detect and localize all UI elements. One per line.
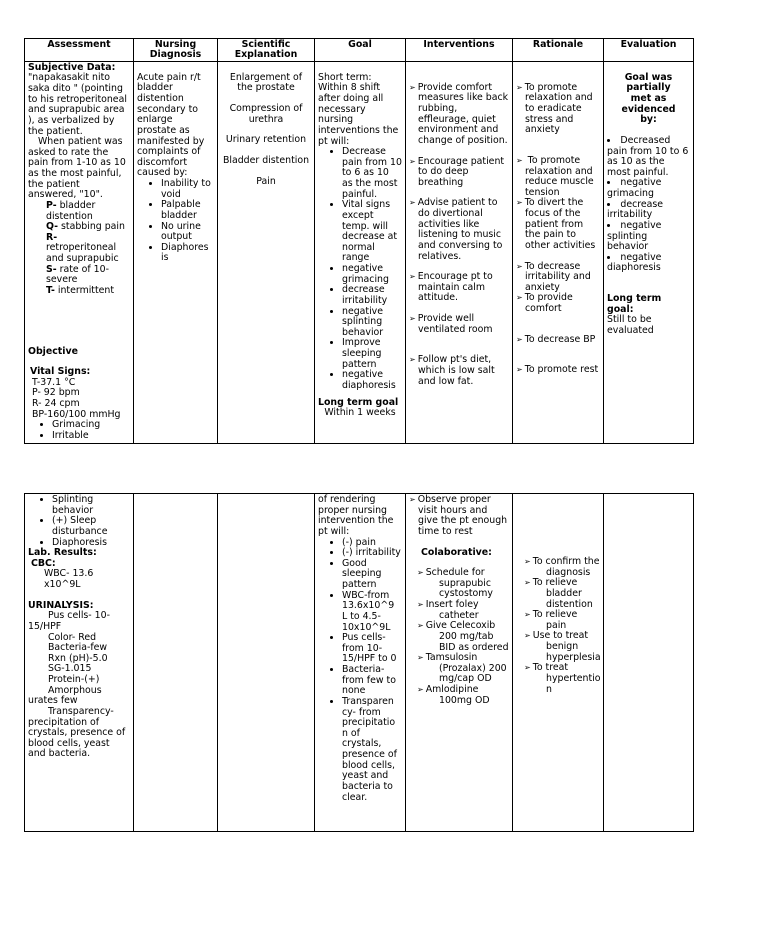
list-item: • Decreased pain from 10 to 6 as 10 as the most painful. bbox=[607, 136, 690, 179]
interventions-cell bbox=[406, 61, 513, 443]
goal-cell bbox=[315, 494, 406, 832]
pqrst-key: S- bbox=[46, 263, 57, 275]
list-item: • negative grimacing bbox=[342, 264, 402, 285]
intervention-item: ➢ Advise patient to do divertional activities like listening to music and conversing to relatives. bbox=[409, 198, 509, 262]
rationale-cell bbox=[513, 494, 604, 832]
list-item: • Decrease pain from 10 to 6 as 10 as the most painful. bbox=[342, 147, 402, 200]
intervention-item: ➢ Provide comfort measures like back rubbing, effleurage, quiet environment and change of position. bbox=[409, 83, 509, 147]
header-assessment: Assessment bbox=[25, 39, 134, 62]
care-plan-table-top bbox=[24, 38, 694, 444]
scientific-step: Enlargement of the prostate bbox=[229, 71, 303, 94]
collaborative-item: ➢ Insert foley catheter bbox=[409, 600, 509, 621]
list-item: • Irritable bbox=[52, 431, 130, 442]
rationale-item: ➢ To decrease BP bbox=[516, 335, 600, 346]
header-evaluation: Evaluation bbox=[604, 39, 694, 62]
lab-title: Lab. Results: bbox=[28, 547, 97, 559]
list-item: • Diaphoresis bbox=[52, 538, 130, 549]
collaborative-item: ➢ Give Celecoxib 200 mg/tab BID as ordered bbox=[409, 621, 509, 653]
goal-short-text: Within 8 shift after doing all necessary nursing interventions the pt will: bbox=[318, 82, 399, 147]
rationale-item: ➢ To decrease irritability and anxiety bbox=[516, 262, 600, 294]
diagnosis-cell bbox=[134, 494, 218, 832]
header-interventions: Interventions bbox=[406, 39, 513, 62]
urinalysis-line: Transparency- precipitation of crystals, presence of blood cells, yeast and bacteria. bbox=[28, 705, 126, 760]
rationale-item: ➢ To treat hypertentio n bbox=[516, 663, 600, 695]
pqrst-value: retroperitoneal and suprapubic bbox=[46, 242, 119, 264]
vital-sign: R- 24 cpm bbox=[32, 398, 80, 409]
vital-sign: BP-160/100 mmHg bbox=[32, 408, 121, 420]
scientific-step: Bladder distention bbox=[222, 154, 310, 166]
care-plan-table-bottom bbox=[24, 493, 694, 832]
subjective-quote: "napakasakit nito saka dito " (pointing to his retroperitoneal and suprapubic area ), as verbalized by the patient. bbox=[28, 72, 127, 137]
list-item: • negative diaphoresis bbox=[607, 253, 690, 274]
evaluation-cell bbox=[604, 61, 694, 443]
scientific-step: Urinary retention bbox=[225, 134, 307, 146]
collaborative-item: ➢ Amlodipine 100mg OD bbox=[409, 685, 509, 706]
list-item: • No urine output bbox=[161, 222, 214, 243]
objective-list bbox=[28, 420, 130, 441]
wbc-value: WBC- 13.6 x10^9L bbox=[44, 568, 94, 590]
rationale-cell bbox=[513, 61, 604, 443]
evaluation-cell bbox=[604, 494, 694, 832]
list-item: • Good sleeping pattern bbox=[342, 559, 402, 591]
vital-sign: P- 92 bpm bbox=[32, 387, 80, 399]
assessment-list bbox=[28, 495, 130, 548]
body-row bbox=[25, 61, 694, 443]
rationale-item: ➢ To relieve pain bbox=[516, 610, 600, 631]
list-item: • Transparen cy- from precipitatio n of crystals, presence of blood cells, yeast and bacteria to clear. bbox=[342, 697, 402, 803]
list-item: • Vital signs except temp. will decrease at normal range bbox=[342, 200, 402, 264]
collaborative-item: ➢ Schedule for suprapubic cystostomy bbox=[409, 568, 509, 600]
cbc-title: CBC: bbox=[31, 557, 56, 569]
urinalysis-line: Protein-(+) bbox=[48, 674, 100, 685]
list-item: • Grimacing bbox=[52, 420, 130, 431]
subjective-rating: When patient was asked to rate the pain from 1-10 as 10 as the most painful, the patient answered, "10". bbox=[28, 136, 126, 201]
interventions-cell bbox=[406, 494, 513, 832]
intervention-item: ➢ Provide well ventilated room bbox=[409, 314, 509, 335]
goal-text: of rendering proper nursing intervention the pt will: bbox=[318, 494, 394, 537]
urinalysis-line: Amorphous urates few bbox=[28, 684, 102, 707]
list-item: • (+) Sleep disturbance bbox=[52, 516, 130, 537]
objective-title: Objective bbox=[28, 345, 78, 357]
assessment-cell bbox=[25, 494, 134, 832]
rationale-item: ➢ To provide comfort bbox=[516, 293, 600, 314]
goal-short-title: Short term: bbox=[318, 71, 372, 83]
pqrst-value: rate of 10- severe bbox=[46, 263, 109, 286]
goal-list bbox=[318, 538, 402, 804]
vitals-title: Vital Signs: bbox=[30, 366, 91, 378]
urinalysis-line: Bacteria-few bbox=[48, 642, 108, 654]
rationale-item: ➢ To promote relaxation and to eradicate stress and anxiety bbox=[516, 83, 600, 136]
diagnosis-cell bbox=[134, 61, 218, 443]
urinalysis-line: Pus cells- 10-15/HPF bbox=[28, 610, 110, 632]
pqrst-value: stabbing pain bbox=[58, 221, 125, 233]
list-item: • Pus cells- from 10-15/HPF to 0 bbox=[342, 633, 402, 665]
collaborative-item: ➢ Tamsulosin (Prozalax) 200 mg/cap OD bbox=[409, 653, 509, 685]
diagnosis-list bbox=[137, 179, 214, 264]
rationale-item: ➢ To promote relaxation and reduce muscle tension bbox=[516, 156, 600, 199]
list-item: • Inability to void bbox=[161, 179, 214, 200]
list-item: • negative grimacing bbox=[607, 178, 690, 199]
urinalysis-line: Color- Red bbox=[48, 631, 97, 643]
goal-cell bbox=[315, 61, 406, 443]
list-item: • negative splinting behavior bbox=[607, 221, 690, 253]
list-item: • Splinting behavior bbox=[52, 495, 130, 516]
intervention-item: ➢ Follow pt's diet, which is low salt and low fat. bbox=[409, 355, 509, 387]
rationale-item: ➢ To relieve bladder distention bbox=[516, 578, 600, 610]
pqrst-key: T- bbox=[46, 284, 55, 296]
list-item: • negative diaphoresis bbox=[342, 370, 402, 391]
evaluation-long-title: Long term goal: bbox=[607, 293, 662, 315]
evaluation-title: Goal was partially met as evidenced by: bbox=[621, 71, 676, 126]
rationale-item: ➢ Use to treat benign hyperplesia bbox=[516, 631, 600, 663]
evaluation-long-text: Still to be evaluated bbox=[607, 314, 654, 336]
evaluation-list bbox=[607, 136, 690, 274]
subjective-title: Subjective Data: bbox=[28, 61, 116, 73]
urinalysis-line: Rxn (pH)-5.0 bbox=[48, 652, 108, 664]
list-item: • Bacteria- from few to none bbox=[342, 665, 402, 697]
assessment-cell bbox=[25, 61, 134, 443]
pqrst-value: bladder distention bbox=[46, 199, 96, 222]
rationale-item: ➢ To divert the focus of the patient from the pain to other activities bbox=[516, 198, 600, 251]
pqrst-key: R- bbox=[46, 231, 58, 243]
scientific-cell bbox=[218, 494, 315, 832]
list-item: • WBC-from 13.6x10^9 L to 4.5-10x10^9L bbox=[342, 591, 402, 634]
list-item: • (-) pain bbox=[342, 538, 402, 549]
header-scientific: Scientific Explanation bbox=[218, 39, 315, 62]
list-item: • negative splinting behavior bbox=[342, 307, 402, 339]
intervention-item: ➢ Encourage patient to do deep breathing bbox=[409, 157, 509, 189]
collaborative-title: Colaborative: bbox=[421, 546, 492, 558]
body-row bbox=[25, 494, 694, 832]
intervention-item: ➢ Encourage pt to maintain calm attitude. bbox=[409, 272, 509, 304]
intervention-item: ➢ Observe proper visit hours and give the pt enough time to rest bbox=[409, 495, 509, 538]
list-item: • decrease irritability bbox=[607, 200, 690, 221]
list-item: • (-) irritability bbox=[342, 548, 402, 559]
pqrst-list bbox=[28, 201, 130, 297]
list-item: • Improve sleeping pattern bbox=[342, 338, 402, 370]
scientific-cell bbox=[218, 61, 315, 443]
scientific-step: Compression of urethra bbox=[229, 103, 303, 125]
urinalysis-line: SG-1.015 bbox=[48, 663, 92, 675]
scientific-step: Pain bbox=[256, 175, 276, 187]
goal-list bbox=[318, 147, 402, 391]
pqrst-key: Q- bbox=[46, 221, 59, 233]
vital-sign: T-37.1 °C bbox=[32, 376, 76, 388]
urinalysis-title: URINALYSIS: bbox=[28, 599, 94, 611]
list-item: • Palpable bladder bbox=[161, 200, 214, 221]
goal-long-text: Within 1 weeks bbox=[324, 407, 396, 419]
rationale-item: ➢ To confirm the diagnosis bbox=[516, 557, 600, 578]
header-goal: Goal bbox=[315, 39, 406, 62]
pqrst-key: P- bbox=[46, 199, 57, 211]
header-row bbox=[25, 39, 694, 62]
rationale-item: ➢ To promote rest bbox=[516, 365, 600, 376]
header-diagnosis: Nursing Diagnosis bbox=[134, 39, 218, 62]
goal-long-title: Long term goal bbox=[318, 396, 399, 408]
list-item: • Diaphores is bbox=[161, 243, 214, 264]
header-rationale: Rationale bbox=[513, 39, 604, 62]
pqrst-value: intermittent bbox=[54, 284, 115, 296]
diagnosis-text: Acute pain r/t bladder distention secondary to enlarge prostate as manifested by complaints of discomfort caused by: bbox=[137, 71, 205, 179]
list-item: • decrease irritability bbox=[342, 285, 402, 306]
